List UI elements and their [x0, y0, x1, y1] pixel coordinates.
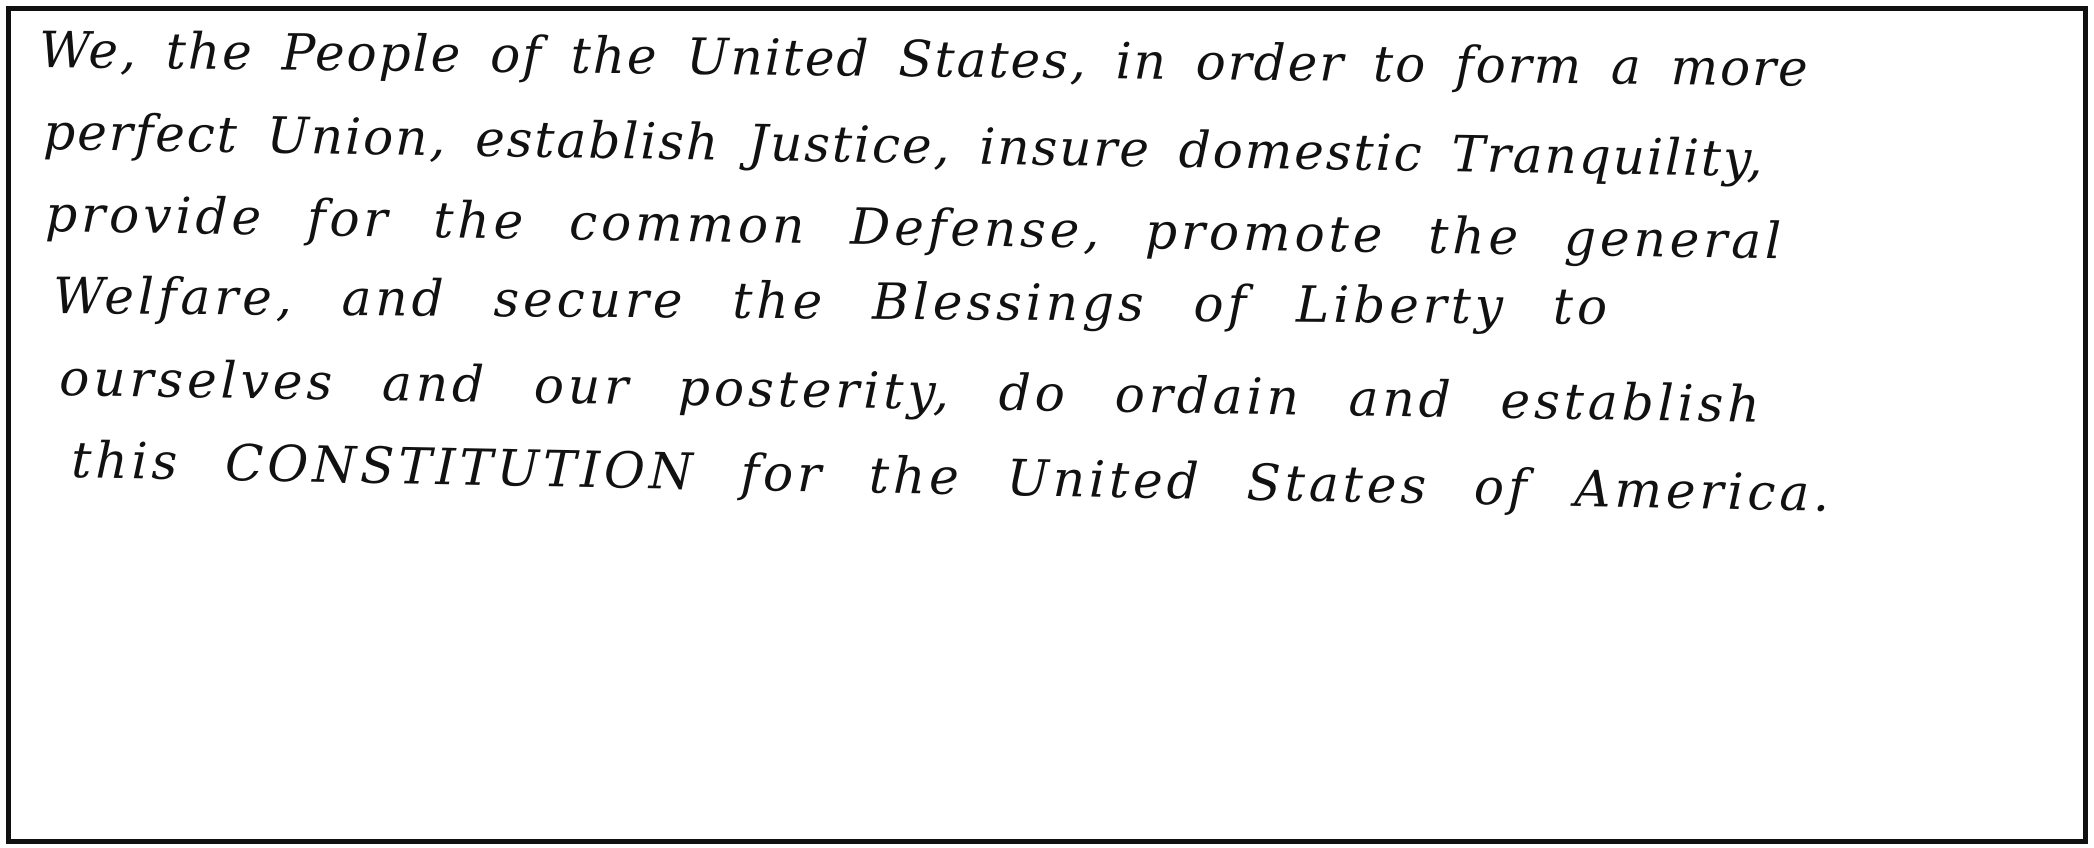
handwritten-line-6: this CONSTITUTION for the United States of America. [70, 431, 1834, 523]
handwritten-line-3: provide for the common Defense, promote the general [44, 185, 1786, 271]
handwritten-text-block [31, 21, 2071, 523]
handwritten-line-5: ourselves and our posterity, do ordain and establish [58, 349, 1765, 434]
handwritten-line-1: We, the People of the United States, in order to form a more [38, 21, 1810, 98]
handwritten-line-2: perfect Union, establish Justice, insure domestic Tranquility, [42, 103, 1765, 189]
handwriting-sample-frame [6, 6, 2088, 844]
handwritten-line-4: Welfare, and secure the Blessings of Liberty to [52, 267, 1612, 336]
